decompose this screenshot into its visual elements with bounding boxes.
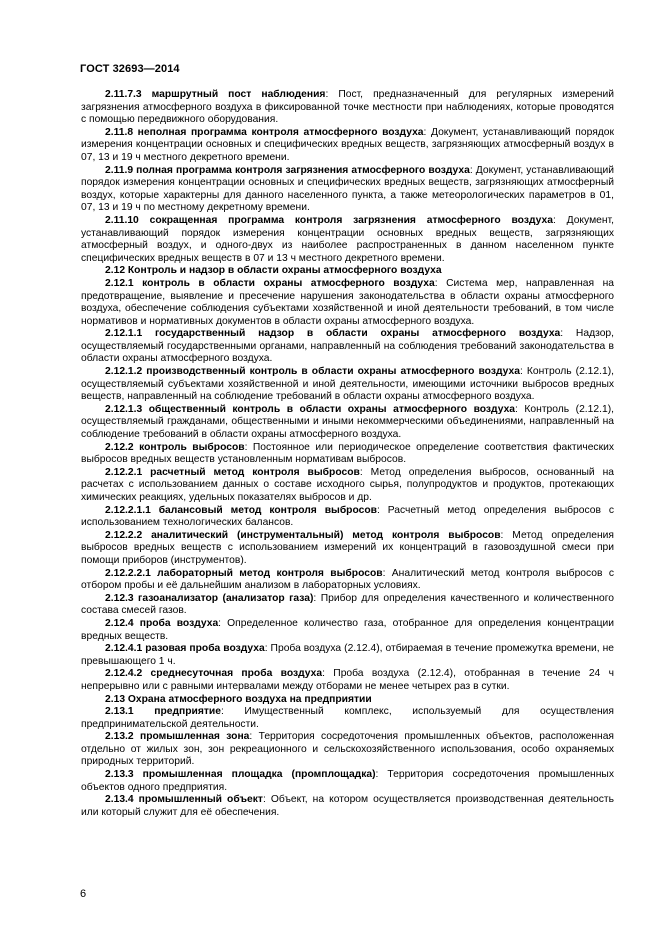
definition: : Расчетный метод определения выбросов с использованием технологических балансов. — [81, 504, 614, 529]
paragraph-2-13-4 — [81, 794, 614, 819]
paragraph-2-11-10 — [81, 215, 614, 265]
term: 2.12.4.2 среднесуточная проба воздуха — [105, 668, 323, 680]
definition: : Контроль (2.12.1), осуществляемый гражданами, общественными и иными некоммерческими объединениями, направленный на соблюдение требований в области охраны атмосферного воздуха. — [81, 403, 614, 441]
paragraph-2-11-8 — [81, 127, 614, 165]
paragraph-2-12-3 — [81, 593, 614, 618]
paragraph-2-13-3 — [81, 769, 614, 794]
definition: : Определенное количество газа, отобранное для определения концентрации вредных веществ. — [81, 617, 614, 642]
paragraph-2-12-4-1 — [81, 643, 614, 668]
term: 2.12.2.1 расчетный метод контроля выбросов — [105, 466, 360, 478]
document-body — [81, 89, 614, 819]
paragraph-2-12-1-1 — [81, 328, 614, 366]
definition: : Проба воздуха (2.12.4), отбираемая в течение промежутка времени, не превышающего 1 ч. — [81, 643, 615, 667]
page-header: ГОСТ 32693—2014 — [80, 63, 180, 75]
definition: : Имущественный комплекс, используемый для осуществления предпринимательской деятельности. — [81, 706, 614, 730]
paragraph-2-12-2-1 — [81, 467, 614, 505]
term: 2.12.1.1 государственный надзор в области охраны атмосферного воздуха — [105, 328, 561, 340]
term: 2.12.4.1 разовая проба воздуха — [105, 643, 265, 655]
term: 2.12.2.2 аналитический (инструментальный) метод контроля выбросов — [105, 529, 501, 541]
definition: : Пост, предназначенный для регулярных измерений загрязнения атмосферного воздуха в фиксированной точке местности при наблюдениях, которые проводятся с помощью передвижного оборудования. — [81, 89, 614, 126]
definition: : Документ, устанавливающий порядок измерения концентрации основных и специфических вредных веществ, загрязняющих атмосферный воздух в 07, 13 и 19 ч местного декретного времени. — [81, 126, 615, 163]
term: 2.12.3 газоанализатор (анализатор газа) — [105, 592, 314, 604]
definition: : Метод определения выбросов вредных веществ с использованием измерений их концентраций в газовоздушной смеси при помощи приборов (инструментов). — [81, 529, 614, 566]
definition: : Надзор, осуществляемый государственными органами, направленный на соблюдения требований законодательства в области охраны атмосферного воздуха. — [81, 328, 615, 365]
term: 2.13 Охрана атмосферного воздуха на предприятии — [105, 693, 372, 705]
paragraph-2-12-1-3 — [81, 404, 614, 442]
paragraph-2-13-2 — [81, 731, 614, 769]
paragraph-2-12-1-2 — [81, 366, 614, 404]
term: 2.12.2 контроль выбросов — [105, 441, 245, 453]
term: 2.12.1 контроль в области охраны атмосферного воздуха — [105, 277, 435, 289]
term: 2.11.8 неполная программа контроля атмосферного воздуха — [105, 126, 424, 138]
definition: : Система мер, направленная на предотвращение, выявление и пресечение нарушения законодательства в области охраны атмосферного воздуха, обеспечение соблюдения субъектами хозяйственной и иной деятельности требований, в том числе нормативов и нормативных документов в области охраны атмосферного воздуха. — [81, 277, 614, 327]
term: 2.12.2.1.1 балансовый метод контроля выбросов — [105, 504, 377, 516]
paragraph-2-12-4-2 — [81, 668, 614, 693]
definition: : Контроль (2.12.1), осуществляемый субъектами хозяйственной и иной деятельности, имеющими источники выбросов вредных веществ, направленный на соблюдение требований в области охраны атмосферного воздуха. — [81, 366, 614, 403]
paragraph-2-11-7-3 — [81, 89, 614, 127]
paragraph-2-13-1 — [81, 706, 614, 731]
term: 2.12.1.2 производственный контроль в области охраны атмосферного воздуха — [105, 366, 520, 378]
term: 2.12.1.3 общественный контроль в области охраны атмосферного воздуха — [105, 403, 516, 415]
definition: : Документ, устанавливающий порядок измерения концентрации основных вредных веществ, загрязняющих атмосферный воздух, и одного-двух из наиболее распространенных в данном населенном пункте специфических вредных веществ в 07 и 13 ч местного декретного времени. — [81, 214, 614, 264]
term: 2.11.9 полная программа контроля загрязнения атмосферного воздуха — [105, 164, 470, 176]
paragraph-2-11-9 — [81, 165, 614, 215]
term: 2.12 Контроль и надзор в области охраны атмосферного воздуха — [105, 265, 442, 277]
paragraph-2-12-2 — [81, 442, 614, 467]
term: 2.13.2 промышленная зона — [105, 731, 250, 743]
definition: : Объект, на котором осуществляется производственная деятельность или который служит для её обеспечения. — [81, 794, 614, 818]
section-heading-2-13 — [81, 694, 614, 707]
page-number: 6 — [80, 888, 87, 900]
paragraph-2-12-2-1-1 — [81, 505, 614, 530]
term: 2.13.1 предприятие — [105, 706, 221, 718]
term: 2.11.7.3 маршрутный пост наблюдения — [105, 89, 326, 100]
term: 2.13.3 промышленная площадка (промплощадка) — [105, 769, 376, 781]
term: 2.11.10 сокращенная программа контроля загрязнения атмосферного воздуха — [105, 214, 553, 226]
paragraph-2-12-2-2-1 — [81, 568, 614, 593]
section-heading-2-12 — [81, 265, 614, 278]
term: 2.12.2.2.1 лабораторный метод контроля выбросов — [105, 567, 383, 579]
paragraph-2-12-4 — [81, 618, 614, 643]
definition: : Проба воздуха (2.12.4), отобранная в течение 24 ч непрерывно или с равными интервалами между отборами не менее четырех раз в сутки. — [81, 668, 614, 692]
definition: : Постоянное или периодическое определение соответствия фактических выбросов вредных веществ установленным нормативам выбросов. — [81, 441, 614, 466]
definition: : Документ, устанавливающий порядок измерения концентрации основных и специфических вредных веществ, загрязняющих атмосферный воздух, которые характерны для данного населенного пункта, а также метеорологических параметров в 01, 07, 13 и 19 ч по местному декретному времени. — [81, 164, 614, 214]
definition: : Территория сосредоточения промышленных объектов одного предприятия. — [81, 769, 614, 793]
definition: : Территория сосредоточения промышленных объектов, расположенная отдельно от жилых зон, зон рекреационного и сельскохозяйственного использования, особо охраняемых природных территорий. — [81, 731, 614, 768]
definition: : Аналитический метод контроля выбросов с отбором пробы и её дальнейшим анализом в лабораторных условиях. — [81, 567, 615, 592]
term: 2.13.4 промышленный объект — [105, 794, 263, 806]
paragraph-2-12-2-2 — [81, 530, 614, 568]
definition: : Прибор для определения качественного и количественного состава смесей газов. — [81, 592, 614, 617]
term: 2.12.4 проба воздуха — [105, 617, 219, 629]
paragraph-2-12-1 — [81, 278, 614, 328]
definition: : Метод определения выбросов, основанный на расчетах с использованием данных о составе исходного сырья, полупродуктов и продуктов, протекающих химических реакциях, удельных показателях выбросов и др. — [81, 466, 614, 503]
